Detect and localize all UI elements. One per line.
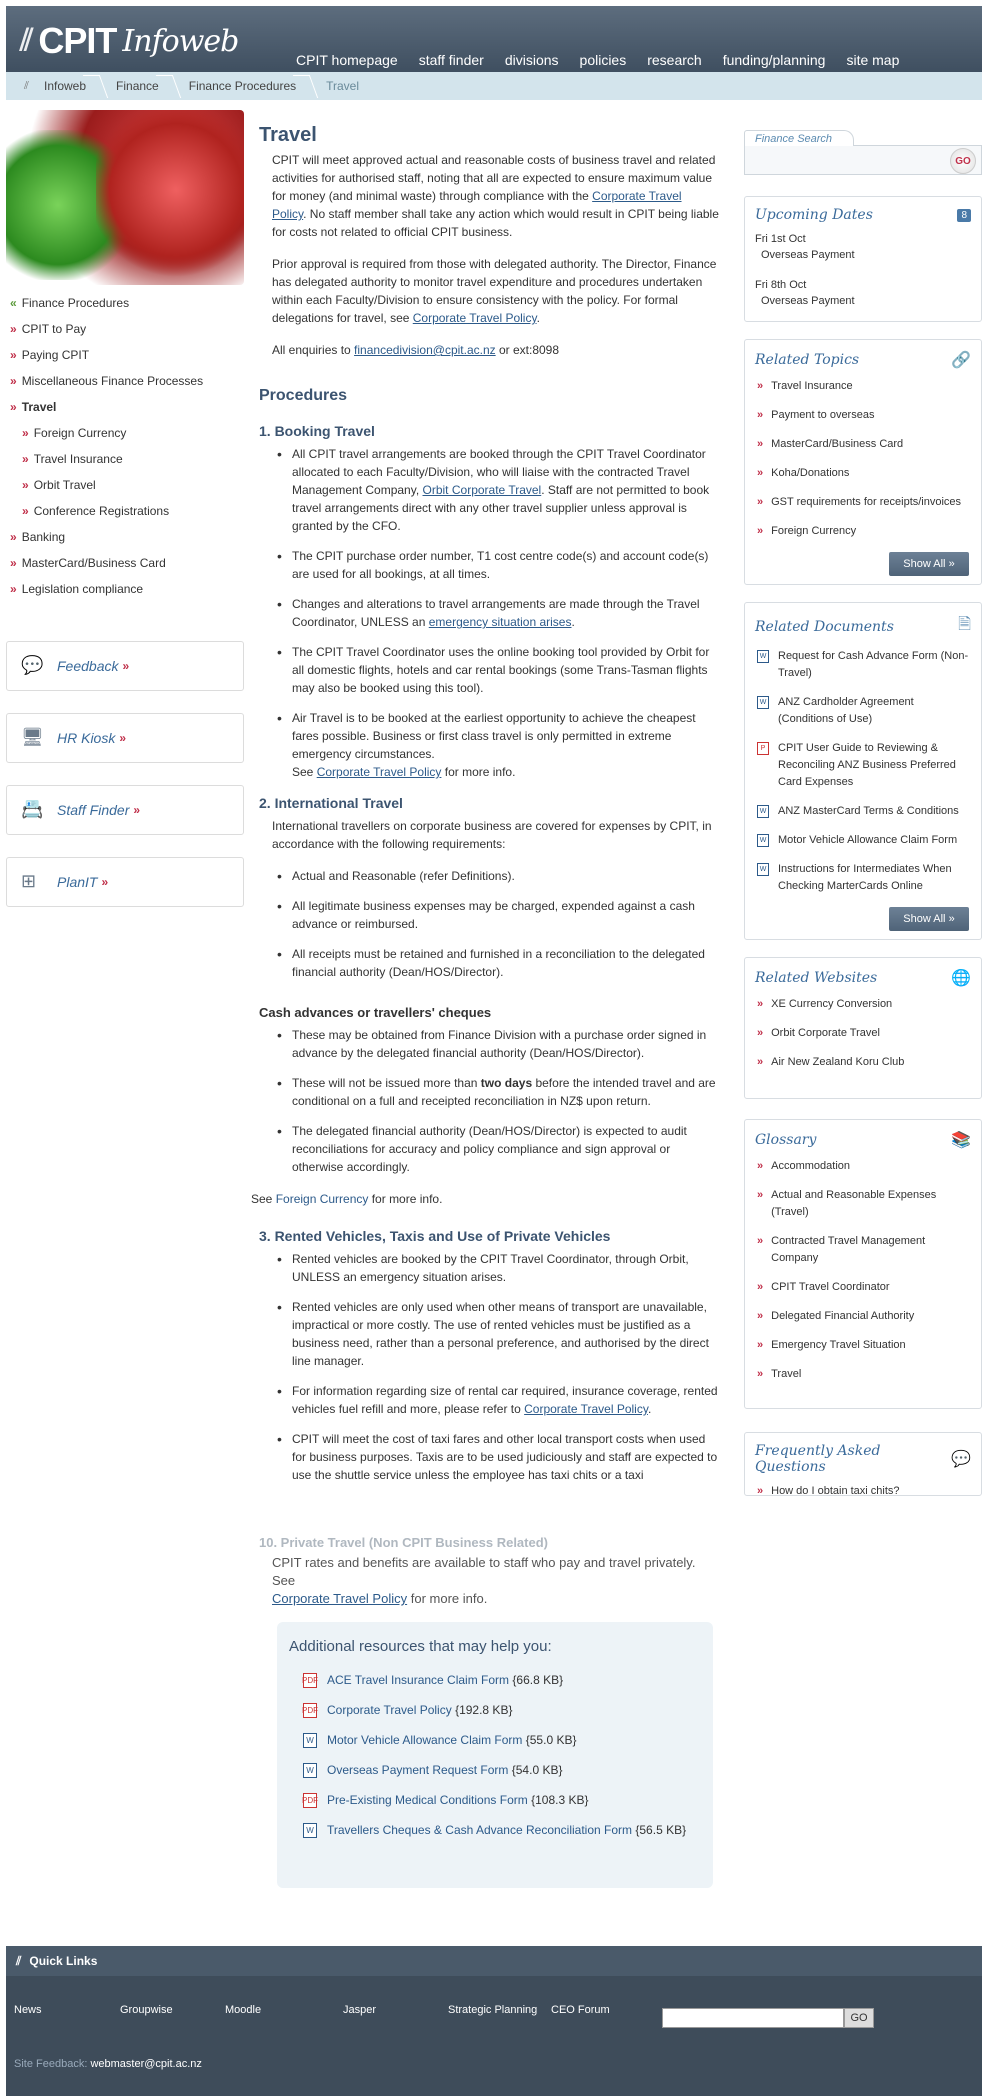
topic-item[interactable] <box>755 494 971 511</box>
corporate-travel-policy-link[interactable]: Corporate Travel Policy <box>412 311 537 325</box>
file-size: {108.3 KB} <box>531 1793 589 1807</box>
word-file-icon: W <box>757 696 769 709</box>
double-chevron-right-icon: » <box>757 467 764 479</box>
related-websites-title: Related Websites <box>755 970 878 986</box>
text: before the intended travel and are conditional on a full and receipted reconciliation in NZ$ upon return. <box>292 1076 716 1108</box>
feedback-box[interactable] <box>6 641 244 691</box>
private-travel-text <box>272 1554 719 1608</box>
text: . <box>571 615 575 629</box>
double-chevron-right-icon: » <box>757 1368 764 1380</box>
list-item <box>272 1074 719 1110</box>
double-chevron-right-icon: » <box>10 374 17 388</box>
text: All CPIT travel arrangements are booked through the CPIT Travel Coordinator allocated to each Faculty/Division, who will liaise with the contracted Travel Management Company, <box>292 447 706 497</box>
word-file-icon: W <box>303 1733 317 1748</box>
glossary-label: Travel <box>771 1368 802 1380</box>
text: for more info. <box>407 1591 488 1606</box>
resource-item[interactable] <box>303 1701 701 1719</box>
leftnav-back[interactable] <box>10 296 242 322</box>
nav-site-map[interactable]: site map <box>846 52 900 68</box>
site-feedback <box>14 2058 202 2070</box>
leftnav-item[interactable] <box>10 322 242 348</box>
double-chevron-right-icon: » <box>757 409 764 421</box>
double-chevron-right-icon: » <box>10 348 17 362</box>
rented-vehicles-list <box>272 1250 719 1484</box>
double-chevron-right-icon: » <box>757 1189 764 1201</box>
resource-link[interactable]: Travellers Cheques & Cash Advance Reconciliation Form <box>327 1823 633 1837</box>
corporate-travel-policy-link[interactable]: Corporate Travel Policy <box>272 189 682 221</box>
show-all-label: Show All <box>903 558 946 570</box>
list-item: • Rented vehicles are booked by the CPIT Travel Coordinator, through Orbit, UNLESS an emergency situation arises. <box>272 1250 719 1286</box>
date-item[interactable] <box>755 277 971 309</box>
double-chevron-right-icon: » <box>757 1160 764 1172</box>
footer-link-groupwise[interactable]: Groupwise <box>120 2004 173 2016</box>
intro-paragraph <box>272 151 719 241</box>
list-item: • These may be obtained from Finance Division with a purchase order signed in advance by the delegated financial authority (Dean/HOS/Director). <box>272 1026 719 1062</box>
resource-item[interactable] <box>303 1791 701 1809</box>
link-icon: 🔗 <box>951 352 971 369</box>
text <box>327 1761 562 1779</box>
leftnav-subitem[interactable] <box>10 478 242 504</box>
resource-link[interactable]: ACE Travel Insurance Claim Form <box>327 1673 510 1687</box>
topic-label: Foreign Currency <box>771 525 857 537</box>
text: Prior approval is required from those with delegated authority. The Director, Finance has delegated authority to monitor travel expenditure and procedures undertaken within each Faculty/Division to ensure consistency with the policy. For formal delegations for travel, see <box>272 257 717 325</box>
topic-item[interactable] <box>755 436 971 453</box>
document-item[interactable] <box>755 803 971 820</box>
foreign-currency-link[interactable]: Foreign Currency <box>275 1192 369 1206</box>
double-chevron-left-icon: « <box>10 296 17 310</box>
glossary-title: Glossary <box>755 1132 817 1148</box>
topic-label: Travel Insurance <box>771 380 853 392</box>
document-item[interactable] <box>755 648 971 682</box>
text <box>327 1791 588 1809</box>
logo-subtext: Infoweb <box>122 23 239 59</box>
list-item: • The CPIT Travel Coordinator uses the online booking tool provided by Orbit for all domestic flights, hotels and car rental bookings (some Trans-Tasman flights may also be booked using this tool). <box>272 643 719 697</box>
glossary-item[interactable] <box>755 1158 971 1175</box>
double-chevron-right-icon: » <box>119 731 127 745</box>
double-chevron-right-icon: » <box>133 803 141 817</box>
website-label: Air New Zealand Koru Club <box>771 1056 905 1068</box>
planit-label: PlanIT <box>57 874 98 890</box>
double-chevron-right-icon: » <box>10 400 17 414</box>
topic-item[interactable] <box>755 465 971 482</box>
double-chevron-right-icon: » <box>757 496 764 508</box>
date-label: Fri 1st Oct <box>755 233 806 245</box>
footer-link-news[interactable]: News <box>14 2004 42 2016</box>
breadcrumb-label: Travel <box>326 79 360 93</box>
list-item <box>272 595 719 631</box>
leftnav-label: Paying CPIT <box>21 348 90 362</box>
finance-search <box>744 130 982 178</box>
main-content <box>251 124 719 1496</box>
word-file-icon: W <box>303 1823 317 1838</box>
text <box>327 1731 576 1749</box>
double-chevron-right-icon: » <box>757 1027 764 1039</box>
footer-link-strategic-planning[interactable]: Strategic Planning <box>448 2004 538 2016</box>
file-size: {192.8 KB} <box>455 1703 513 1717</box>
logo-mark-icon: ⫽ <box>20 24 33 57</box>
top-nav <box>296 52 899 68</box>
nav-policies[interactable]: policies <box>579 52 627 68</box>
finance-search-input[interactable] <box>744 145 982 175</box>
breadcrumb-finance-procedures[interactable] <box>181 72 318 100</box>
double-chevron-right-icon: » <box>101 875 109 889</box>
date-item[interactable] <box>755 231 971 263</box>
text <box>327 1701 512 1719</box>
topic-item[interactable] <box>755 378 971 395</box>
text: CPIT will meet approved actual and reasonable costs of business travel and related activities for authorised staff, noting that all are expected to ensure maximum value for money (and minimal waste) through compliance with the <box>272 153 716 203</box>
double-chevron-right-icon: » <box>22 452 29 466</box>
glossary-label: Accommodation <box>771 1160 850 1172</box>
hr-kiosk-label: HR Kiosk <box>57 730 116 746</box>
leftnav-item[interactable] <box>10 348 242 374</box>
glossary-item[interactable] <box>755 1366 971 1383</box>
staff-finder-label: Staff Finder <box>57 802 130 818</box>
international-list <box>272 867 719 981</box>
double-chevron-right-icon: » <box>22 426 29 440</box>
footer-link-jasper[interactable]: Jasper <box>343 2004 377 2016</box>
text <box>327 1671 563 1689</box>
double-chevron-right-icon: » <box>757 998 764 1010</box>
list-item <box>272 1382 719 1418</box>
text: All enquiries to <box>272 343 355 357</box>
feedback-label: Site Feedback: <box>14 2058 88 2070</box>
booking-travel-list <box>272 445 719 781</box>
leftnav-label: Banking <box>21 530 66 544</box>
site-logo[interactable] <box>20 20 238 62</box>
website-item[interactable] <box>755 996 971 1013</box>
glossary-label: Contracted Travel Management Company <box>771 1235 926 1264</box>
double-chevron-right-icon: » <box>757 1339 764 1351</box>
leftnav-label: MasterCard/Business Card <box>21 556 166 570</box>
footer-search-go-button[interactable]: GO <box>844 2008 874 2028</box>
pdf-file-icon: PDF <box>303 1703 317 1718</box>
website-label: Orbit Corporate Travel <box>771 1027 880 1039</box>
corporate-travel-policy-link[interactable]: Corporate Travel Policy <box>272 1591 408 1606</box>
text: for more info. <box>441 765 516 779</box>
resource-link[interactable]: Motor Vehicle Allowance Claim Form <box>327 1733 523 1747</box>
leftnav-subitem[interactable] <box>10 504 242 530</box>
topic-label: GST requirements for receipts/invoices <box>771 496 962 508</box>
leftnav-item[interactable] <box>10 582 242 608</box>
approval-paragraph <box>272 255 719 327</box>
procedures-heading: Procedures <box>259 387 348 404</box>
enquiries-paragraph <box>272 341 719 359</box>
see-foreign-currency <box>251 1190 719 1208</box>
text: See <box>292 765 317 779</box>
text: . Staff are not permitted to book travel arrangements direct with any other travel supplier unless approval is granted by the CFO. <box>292 483 710 533</box>
double-chevron-right-icon: » <box>757 1485 764 1497</box>
leftnav-subitem[interactable] <box>10 426 242 452</box>
resources-title: Additional resources that may help you: <box>289 1638 552 1655</box>
document-item[interactable] <box>755 740 971 791</box>
text: See <box>251 1192 276 1206</box>
leftnav-label: Travel Insurance <box>33 452 123 466</box>
list-item: • The CPIT purchase order number, T1 cost centre code(s) and account code(s) are used for all bookings, at all times. <box>272 547 719 583</box>
left-nav <box>10 296 242 608</box>
planit-icon: ⊞ <box>21 871 37 891</box>
document-item[interactable] <box>755 832 971 849</box>
upcoming-dates-box <box>744 196 982 322</box>
double-chevron-right-icon: » <box>757 1310 764 1322</box>
faq-title: Frequently Asked Questions <box>755 1443 881 1475</box>
pdf-file-icon: PDF <box>303 1793 317 1808</box>
leftnav-label: Conference Registrations <box>33 504 170 518</box>
additional-resources-box <box>277 1622 713 1888</box>
leftnav-label: Foreign Currency <box>33 426 127 440</box>
leftnav-label: Travel <box>21 400 57 414</box>
text: . <box>536 311 540 325</box>
related-documents-box <box>744 602 982 940</box>
nav-research[interactable]: research <box>647 52 702 68</box>
text: These will not be issued more than <box>292 1076 481 1090</box>
leftnav-item[interactable] <box>10 530 242 556</box>
breadcrumb <box>6 72 982 100</box>
feedback-icon: 💬 <box>21 655 44 675</box>
file-size: {56.5 KB} <box>635 1823 687 1837</box>
glossary-label: CPIT Travel Coordinator <box>771 1281 890 1293</box>
double-chevron-right-icon: » <box>757 380 764 392</box>
list-item: • Rented vehicles are only used when other means of transport are unavailable, impractical or more costly. The use of rented vehicles must be justified as a business need, rather than a personal preference, and authorised by the direct line manager. <box>272 1298 719 1370</box>
double-chevron-right-icon: » <box>948 913 955 925</box>
leftnav-item[interactable] <box>10 374 242 400</box>
rented-vehicles-heading: 3. Rented Vehicles, Taxis and Use of Private Vehicles <box>259 1228 611 1244</box>
pdf-file-icon: PDF <box>303 1673 317 1688</box>
leftnav-item[interactable] <box>10 556 242 582</box>
nav-funding-planning[interactable]: funding/planning <box>722 52 826 68</box>
list-item: • All receipts must be retained and furnished in a reconciliation to the delegated financial authority (Dean/HOS/Director). <box>272 945 719 981</box>
document-icon: 🗎 <box>958 616 971 633</box>
quick-links-header <box>6 1946 982 1976</box>
website-item[interactable] <box>755 1025 971 1042</box>
upcoming-dates-title: Upcoming Dates <box>755 207 873 223</box>
leftnav-label: Miscellaneous Finance Processes <box>21 374 204 388</box>
word-file-icon: W <box>757 650 769 663</box>
double-chevron-right-icon: » <box>22 478 29 492</box>
nav-cpit-homepage[interactable]: CPIT homepage <box>296 52 398 68</box>
footer-links <box>14 2004 641 2016</box>
leftnav-subitem[interactable] <box>10 452 242 478</box>
home-icon: ⫽ <box>24 80 29 92</box>
hero-image <box>6 110 244 285</box>
list-item: • The delegated financial authority (Dean/HOS/Director) is expected to audit reconciliations for accuracy and policy compliance and sign approval or otherwise accordingly. <box>272 1122 719 1176</box>
text: . <box>647 1402 652 1416</box>
double-chevron-right-icon: » <box>757 1056 764 1068</box>
topic-label: Payment to overseas <box>771 409 875 421</box>
breadcrumb-label: Infoweb <box>44 79 87 93</box>
overlapping-section <box>259 1535 719 1608</box>
text: For information regarding size of rental car required, insurance coverage, rented vehicles fuel refill and more, please refer to <box>292 1384 718 1416</box>
glossary-item[interactable] <box>755 1308 971 1325</box>
double-chevron-right-icon: » <box>10 556 17 570</box>
private-travel-heading: 10. Private Travel (Non CPIT Business Related) <box>259 1535 548 1550</box>
document-item[interactable] <box>755 694 971 728</box>
footer-link-moodle[interactable]: Moodle <box>225 2004 262 2016</box>
text-bold: two days <box>480 1076 533 1090</box>
logo-text: CPIT <box>38 20 117 61</box>
list-item <box>272 709 719 781</box>
resource-link[interactable]: Corporate Travel Policy <box>327 1703 452 1717</box>
finance-search-label: Finance Search <box>744 130 854 146</box>
show-all-label: Show All <box>903 913 946 925</box>
document-label: Request for Cash Advance Form (Non-Travel) <box>778 650 969 679</box>
hr-kiosk-box[interactable] <box>6 713 244 763</box>
resource-link[interactable]: Pre-Existing Medical Conditions Form <box>327 1793 528 1807</box>
glossary-item[interactable] <box>755 1337 971 1354</box>
date-label: Fri 8th Oct <box>755 279 807 291</box>
nav-divisions[interactable]: divisions <box>504 52 559 68</box>
breadcrumb-label: Finance <box>116 79 159 93</box>
glossary-label: Actual and Reasonable Expenses (Travel) <box>771 1189 937 1218</box>
feedback-email-link[interactable]: webmaster@cpit.ac.nz <box>90 2058 202 2070</box>
breadcrumb-finance[interactable] <box>108 72 181 100</box>
site-footer <box>6 1946 982 2096</box>
show-all-topics-button[interactable] <box>889 552 969 576</box>
event-label: Overseas Payment <box>761 295 855 307</box>
leftnav-label: Finance Procedures <box>21 296 130 310</box>
word-file-icon: W <box>303 1763 317 1778</box>
text <box>327 1821 686 1839</box>
orbit-corporate-travel-link[interactable]: Orbit Corporate Travel <box>422 483 542 497</box>
text: Changes and alterations to travel arrangements are made through the Travel Coordinator, UNLESS an <box>292 597 700 629</box>
file-size: {54.0 KB} <box>511 1763 563 1777</box>
booking-travel-heading: 1. Booking Travel <box>259 423 375 439</box>
word-file-icon: W <box>757 805 769 818</box>
document-item[interactable] <box>755 861 971 895</box>
feedback-label: Feedback <box>57 658 119 674</box>
glossary-item[interactable] <box>755 1279 971 1296</box>
page-title: Travel <box>259 124 317 146</box>
related-documents-title: Related Documents <box>755 618 894 635</box>
emergency-situation-link[interactable]: emergency situation arises <box>428 615 572 629</box>
related-topics-title: Related Topics <box>755 352 860 368</box>
word-file-icon: W <box>757 863 769 876</box>
site-header <box>6 6 982 72</box>
glossary-item[interactable] <box>755 1187 971 1221</box>
international-travel-heading: 2. International Travel <box>259 795 403 811</box>
quick-links-icon: ⫽ <box>16 1953 22 1968</box>
list-item: • Actual and Reasonable (refer Definitions). <box>272 867 719 885</box>
leftnav-label: CPIT to Pay <box>21 322 87 336</box>
staff-finder-box[interactable] <box>6 785 244 835</box>
resource-item[interactable] <box>303 1821 701 1839</box>
double-chevron-right-icon: » <box>757 1281 764 1293</box>
double-chevron-right-icon: » <box>10 582 17 596</box>
nav-staff-finder[interactable]: staff finder <box>418 52 484 68</box>
glossary-label: Emergency Travel Situation <box>771 1339 906 1351</box>
breadcrumb-infoweb[interactable] <box>16 72 108 100</box>
topic-label: Koha/Donations <box>771 467 850 479</box>
double-chevron-right-icon: » <box>122 659 130 673</box>
planit-box[interactable] <box>6 857 244 907</box>
text: . No staff member shall take any action which would result in CPIT being liable for costs not related to official CPIT business. <box>272 207 719 239</box>
glossary-label: Delegated Financial Authority <box>771 1310 915 1322</box>
faq-item[interactable] <box>755 1483 971 1500</box>
finance-search-go-button[interactable]: GO <box>950 148 976 174</box>
file-size: {66.8 KB} <box>512 1673 564 1687</box>
breadcrumb-current <box>318 72 381 100</box>
resource-item[interactable] <box>303 1671 701 1689</box>
double-chevron-right-icon: » <box>10 322 17 336</box>
text: for more info. <box>368 1192 443 1206</box>
faq-label: How do I obtain taxi chits? <box>771 1485 900 1497</box>
leftnav-item-current[interactable] <box>10 400 242 426</box>
international-intro: International travellers on corporate business are covered for expenses by CPIT, in accordance with the following requirements: <box>272 819 712 851</box>
double-chevron-right-icon: » <box>948 558 955 570</box>
speech-bubbles-icon: 💬 <box>951 1451 971 1468</box>
website-label: XE Currency Conversion <box>771 998 893 1010</box>
glossary-item[interactable] <box>755 1233 971 1267</box>
finance-email-link[interactable]: financedivision@cpit.ac.nz <box>354 343 496 357</box>
document-label: Instructions for Intermediates When Checking MarterCards Online <box>778 863 952 892</box>
double-chevron-right-icon: » <box>757 525 764 537</box>
footer-link-ceo-forum[interactable]: CEO Forum <box>551 2004 610 2016</box>
leftnav-label: Orbit Travel <box>33 478 96 492</box>
double-chevron-right-icon: » <box>757 438 764 450</box>
resource-item[interactable] <box>303 1761 701 1779</box>
document-label: Motor Vehicle Allowance Claim Form <box>778 834 958 846</box>
cash-advances-heading: Cash advances or travellers' cheques <box>259 1005 492 1020</box>
document-label: ANZ Cardholder Agreement (Conditions of Use) <box>778 696 914 725</box>
corporate-travel-policy-link[interactable]: Corporate Travel Policy <box>316 765 442 779</box>
event-label: Overseas Payment <box>761 249 855 261</box>
document-label: CPIT User Guide to Reviewing & Reconciling ANZ Business Preferred Card Expenses <box>778 742 956 788</box>
glossary-box <box>744 1119 982 1409</box>
topic-item[interactable] <box>755 523 971 540</box>
double-chevron-right-icon: » <box>757 1235 764 1247</box>
text: CPIT rates and benefits are available to staff who pay and travel privately. See <box>272 1555 696 1588</box>
red-fish-shape <box>96 110 244 280</box>
topic-item[interactable] <box>755 407 971 424</box>
website-item[interactable] <box>755 1054 971 1071</box>
leftnav-label: Legislation compliance <box>21 582 144 596</box>
double-chevron-right-icon: » <box>22 504 29 518</box>
double-chevron-right-icon: » <box>10 530 17 544</box>
staff-finder-icon: 📇 <box>21 799 44 819</box>
list-item: • CPIT will meet the cost of taxi fares and other local transport costs when used for business purposes. Taxis are to be used judiciously and staff are expected to use the shuttle service unless the employee has taxi chits or a taxi <box>272 1430 719 1484</box>
resource-link[interactable]: Overseas Payment Request Form <box>327 1763 509 1777</box>
pdf-file-icon: P <box>757 742 769 755</box>
books-icon: 📚 <box>951 1132 971 1149</box>
related-websites-box <box>744 957 982 1099</box>
document-label: ANZ MasterCard Terms & Conditions <box>778 805 959 817</box>
kiosk-icon: 🖥 <box>21 727 44 747</box>
text: or ext:8098 <box>495 343 560 357</box>
breadcrumb-label: Finance Procedures <box>188 79 297 93</box>
calendar-icon: 8 <box>957 209 971 222</box>
file-size: {55.0 KB} <box>525 1733 577 1747</box>
quick-links-title: Quick Links <box>29 1954 98 1968</box>
footer-search-input[interactable] <box>662 2008 844 2028</box>
faq-box <box>744 1432 982 1496</box>
resource-item[interactable] <box>303 1731 701 1749</box>
cash-advances-list <box>272 1026 719 1176</box>
text: Air Travel is to be booked at the earliest opportunity to achieve the cheapest fares possible. Business or first class travel is only permitted in extreme emergency circumstances. <box>292 711 696 761</box>
globe-icon: 🌐 <box>951 970 971 987</box>
list-item: • All legitimate business expenses may be charged, expended against a cash advance or reimbursed. <box>272 897 719 933</box>
word-file-icon: W <box>757 834 769 847</box>
corporate-travel-policy-link[interactable]: Corporate Travel Policy <box>524 1402 648 1416</box>
list-item <box>272 445 719 535</box>
related-topics-box <box>744 339 982 585</box>
show-all-documents-button[interactable] <box>889 907 969 931</box>
topic-label: MasterCard/Business Card <box>771 438 904 450</box>
